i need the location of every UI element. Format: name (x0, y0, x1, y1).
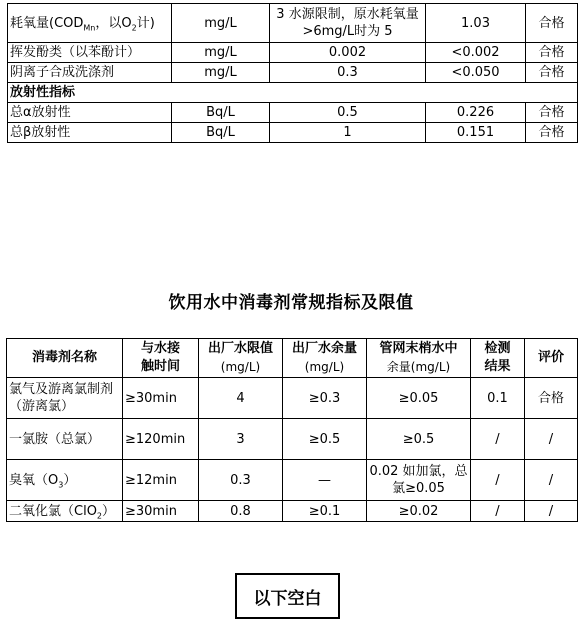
disinfectant-name: 臭氧$(O_3)$ (7, 460, 123, 501)
indicator-name: 总β放射性 (8, 123, 172, 143)
disinfectant-table-title: 饮用水中消毒剂常规指标及限值 (168, 293, 414, 313)
section-title: 放射性指标 (8, 83, 578, 103)
table-row (8, 63, 578, 83)
header-contact-time: 与水接 触时间 (123, 339, 199, 378)
disinfectant-name: 一氯胺（总氯） (7, 419, 123, 460)
evaluation: / (525, 460, 578, 501)
indicator-verdict: 合格 (526, 63, 578, 83)
factory-residual: — (283, 460, 367, 501)
factory-limit: 0.8 (199, 501, 283, 522)
table-row (7, 378, 578, 419)
indicator-result: <0.002 (426, 43, 526, 63)
indicator-limit: 0.002 (270, 43, 426, 63)
table-row (8, 103, 578, 123)
header-row (7, 339, 578, 378)
disinfectant-name: 氯气及游离氯制剂（游离氯） (7, 378, 123, 419)
contact-time: ≥30min (123, 501, 199, 522)
network-residual: ≥0.05 (367, 378, 471, 419)
test-result: / (471, 501, 525, 522)
header-factory-limit: 出厂水限值 (mg/L) (199, 339, 283, 378)
disinfectant-table (6, 338, 578, 522)
indicator-unit: Bq/L (172, 103, 270, 123)
header-name: 消毒剂名称 (7, 339, 123, 378)
factory-residual: ≥0.1 (283, 501, 367, 522)
header-eval: 评价 (525, 339, 578, 378)
evaluation: / (525, 419, 578, 460)
contact-time: ≥30min (123, 378, 199, 419)
indicator-result: 1.03 (426, 4, 526, 43)
table-row (7, 419, 578, 460)
factory-limit: 3 (199, 419, 283, 460)
header-network-residual: 管网末梢水中 余量(mg/L) (367, 339, 471, 378)
table-row (7, 460, 578, 501)
table-row (7, 501, 578, 522)
evaluation: / (525, 501, 578, 522)
indicator-result: 0.151 (426, 123, 526, 143)
evaluation: 合格 (525, 378, 578, 419)
indicator-name: 阴离子合成洗涤剂 (8, 63, 172, 83)
test-result: / (471, 419, 525, 460)
indicator-limit: 3 水源限制，原水耗氧量>6mg/L时为 5 (270, 4, 426, 43)
water-quality-table (7, 3, 578, 143)
test-result: 0.1 (471, 378, 525, 419)
indicator-limit: 0.5 (270, 103, 426, 123)
factory-residual: ≥0.3 (283, 378, 367, 419)
indicator-name: 挥发酚类（以苯酚计） (8, 43, 172, 63)
table-row (8, 123, 578, 143)
factory-limit: 0.3 (199, 460, 283, 501)
indicator-verdict: 合格 (526, 123, 578, 143)
indicator-limit: 0.3 (270, 63, 426, 83)
table-row (8, 4, 578, 43)
header-factory-residual: 出厂水余量 (mg/L) (283, 339, 367, 378)
network-residual: ≥0.02 (367, 501, 471, 522)
indicator-unit: mg/L (172, 4, 270, 43)
indicator-unit: mg/L (172, 43, 270, 63)
indicator-name: 总α放射性 (8, 103, 172, 123)
factory-residual: ≥0.5 (283, 419, 367, 460)
indicator-result: <0.050 (426, 63, 526, 83)
section-row (8, 83, 578, 103)
test-result: / (471, 460, 525, 501)
factory-limit: 4 (199, 378, 283, 419)
network-residual: ≥0.5 (367, 419, 471, 460)
indicator-verdict: 合格 (526, 103, 578, 123)
indicator-limit: 1 (270, 123, 426, 143)
network-residual: 0.02 如加氯，总氯≥0.05 (367, 460, 471, 501)
indicator-verdict: 合格 (526, 4, 578, 43)
indicator-unit: mg/L (172, 63, 270, 83)
table-row (8, 43, 578, 63)
contact-time: ≥12min (123, 460, 199, 501)
header-result: 检测 结果 (471, 339, 525, 378)
indicator-unit: Bq/L (172, 123, 270, 143)
contact-time: ≥120min (123, 419, 199, 460)
end-of-content-note: 以下空白 (235, 573, 340, 619)
indicator-name: 耗氧量($COD_{Mn}$，以$O_2$计) (8, 4, 172, 43)
indicator-result: 0.226 (426, 103, 526, 123)
indicator-verdict: 合格 (526, 43, 578, 63)
disinfectant-name: 二氧化氯（ClO$_2$） (7, 501, 123, 522)
